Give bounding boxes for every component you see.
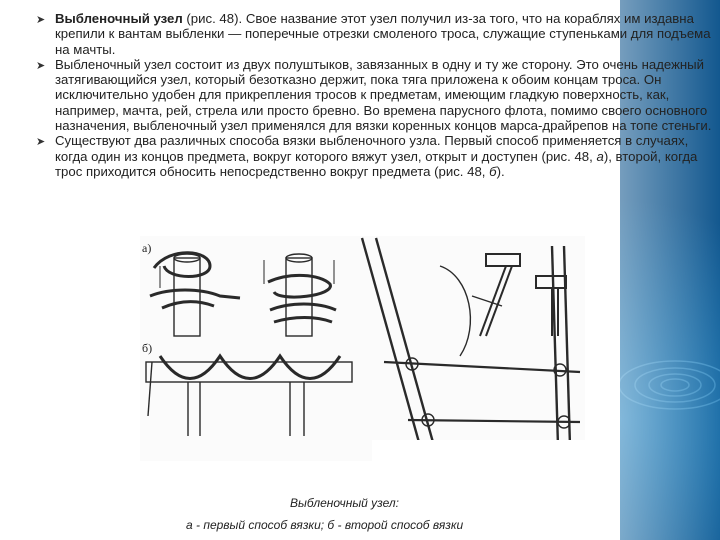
bullet-text: Выбленочный узел состоит из двух полуштыков, завязанных в одну и ту же сторону. Это очень надежный затягивающийся узел, который безотказно держит, пока тяга приложена к обоим концам троса. Он исключительно удобен для прикрепления тросов к предметам, имеющим гладкую поверхность, как, например, мачта, рей, стрела или просто бревно. Во времена парусного флота, помимо своего основного назначения, выбленочный узел применялся для вязки коренных концов марса-драйрепов на топе стеньги. xyxy=(55,56,712,134)
bullet-item-2 xyxy=(36,57,712,133)
figure-label-a: а) xyxy=(142,241,152,255)
arrow-bullet-icon: ➤ xyxy=(36,14,46,26)
knot-drawing xyxy=(140,236,585,461)
bullet-text: Существуют два различных способа вязки выбленочного узла. Первый способ применяется в случаях, когда один из концов предмета, вокруг которого вяжут узел, открыт и доступен (рис. 48, xyxy=(55,133,689,164)
bullet-text: ), второй, когда трос приходится обносить непосредственно вокруг предмета (рис. 48, xyxy=(55,148,698,179)
bullet-text: ). xyxy=(496,163,505,179)
bullet-text: (рис. 48). Свое название этот узел получил из-за того, что на кораблях им издавна крепили к вантам выбленки — поперечные отрезки смоленого троса, служащие ступеньками для подъема на мачты. xyxy=(55,11,711,57)
figure-label-b: б) xyxy=(142,341,153,355)
figure-ref-a: а xyxy=(596,148,604,164)
figure-ref-b: б xyxy=(489,163,497,179)
bullet-list xyxy=(36,11,712,179)
term-bold: Выбленочный узел xyxy=(55,11,183,26)
knot-illustration xyxy=(140,236,585,461)
bullet-item-1 xyxy=(36,11,712,57)
figure-caption-legend: а - первый способ вязки; б - второй способ вязки xyxy=(186,518,464,532)
arrow-bullet-icon: ➤ xyxy=(36,59,46,72)
figure-blank-area xyxy=(372,440,585,462)
bullet-item-3 xyxy=(36,133,712,179)
figure-caption-title: Выбленочный узел: xyxy=(290,496,399,510)
arrow-bullet-icon: ➤ xyxy=(36,136,46,149)
